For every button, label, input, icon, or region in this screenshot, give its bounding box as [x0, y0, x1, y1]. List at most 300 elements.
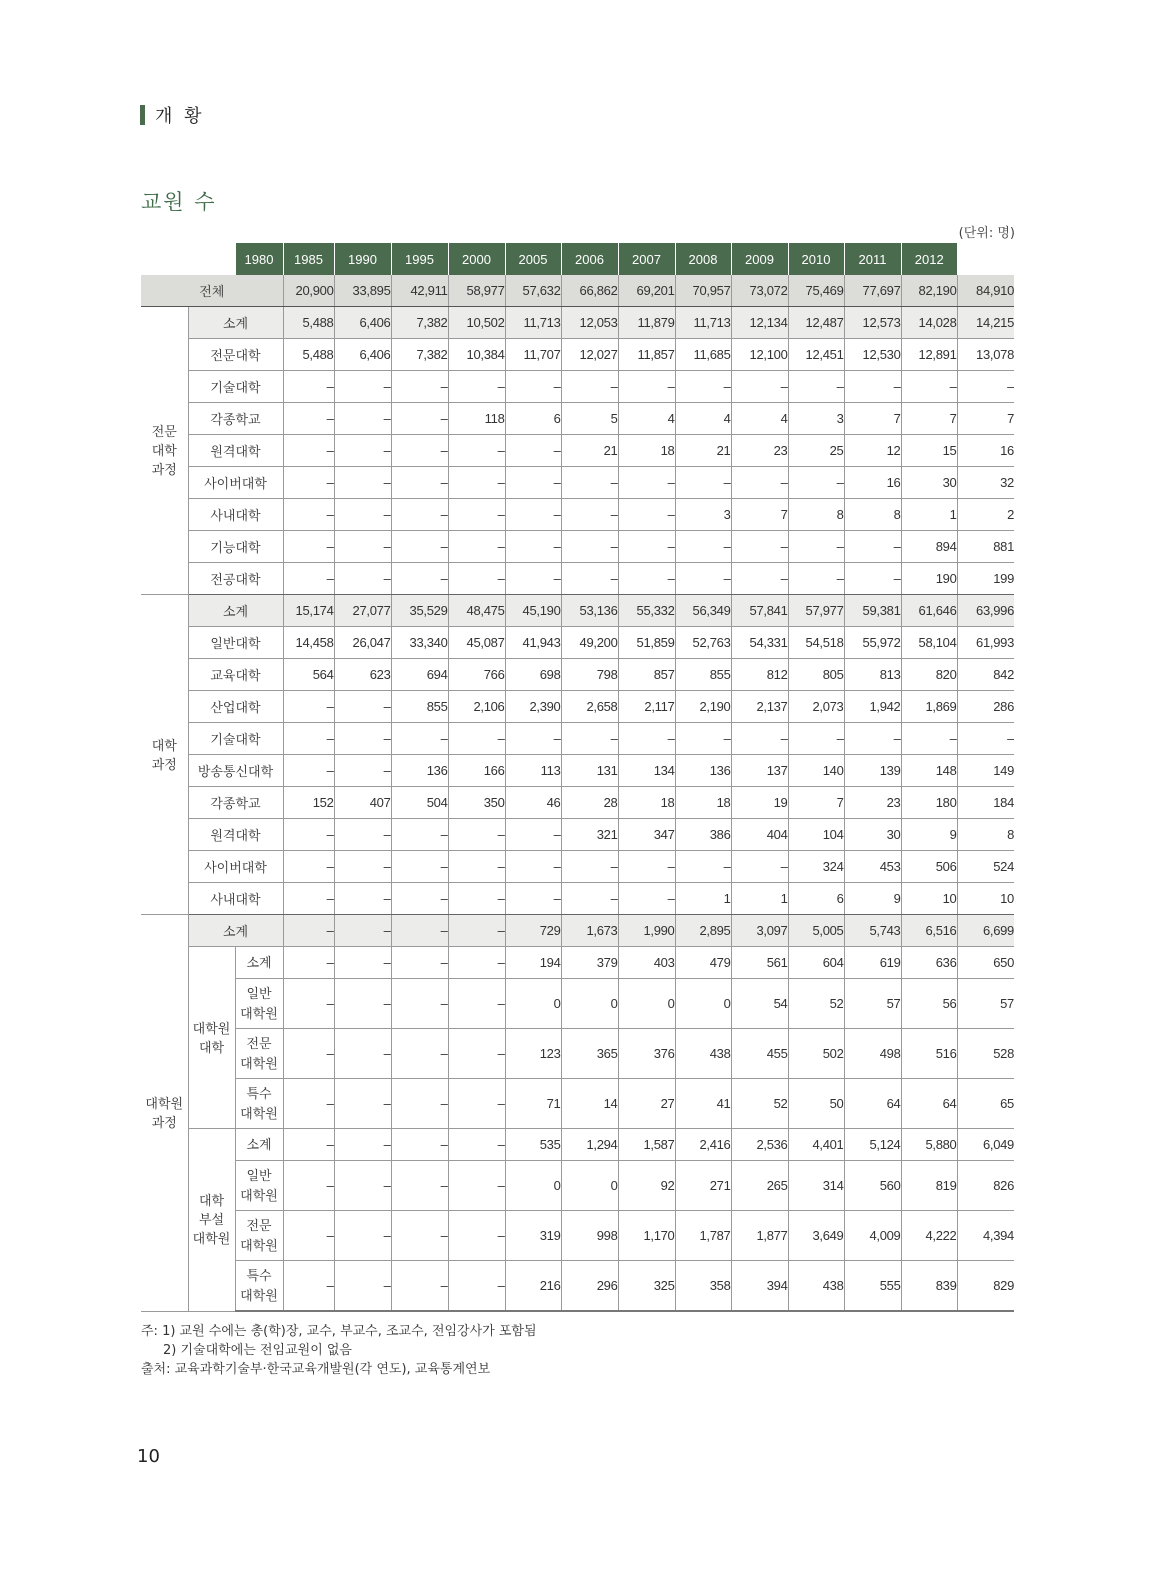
value-cell: – [334, 883, 391, 915]
value-cell: 8 [957, 819, 1014, 851]
value-cell: 8 [788, 499, 844, 531]
value-cell: 54 [731, 979, 788, 1029]
value-cell: 21 [675, 435, 731, 467]
value-cell: – [283, 531, 334, 563]
value-cell: 729 [505, 915, 561, 947]
value-cell: 11,713 [675, 307, 731, 339]
value-cell: 15 [901, 435, 957, 467]
value-cell: – [505, 371, 561, 403]
value-cell: – [391, 403, 448, 435]
value-cell: 1,673 [561, 915, 618, 947]
university-row [141, 627, 1014, 659]
value-cell: 265 [731, 1161, 788, 1211]
university-row [141, 883, 1014, 915]
value-cell: 455 [731, 1029, 788, 1079]
row-label: 소계 [235, 1129, 283, 1161]
value-cell: – [334, 1129, 391, 1161]
value-cell: 5,488 [283, 307, 334, 339]
value-cell: – [675, 371, 731, 403]
value-cell: – [283, 755, 334, 787]
attached-graduate-school-row [141, 1261, 1014, 1312]
value-cell: 70,957 [675, 275, 731, 307]
value-cell: – [334, 723, 391, 755]
value-cell: 325 [618, 1261, 675, 1312]
value-cell: 92 [618, 1161, 675, 1211]
value-cell: 2,895 [675, 915, 731, 947]
value-cell: – [618, 467, 675, 499]
faculty-count-table [141, 243, 1014, 1312]
value-cell: 9 [844, 883, 901, 915]
value-cell: 560 [844, 1161, 901, 1211]
value-cell: 324 [788, 851, 844, 883]
row-label: 전공대학 [188, 563, 283, 595]
university-row [141, 851, 1014, 883]
value-cell: 0 [561, 1161, 618, 1211]
value-cell: 7,382 [391, 307, 448, 339]
value-cell: 58,977 [448, 275, 505, 307]
value-cell: 358 [675, 1261, 731, 1312]
value-cell: – [283, 883, 334, 915]
value-cell: 347 [618, 819, 675, 851]
value-cell: 45,190 [505, 595, 561, 627]
value-cell: 2,073 [788, 691, 844, 723]
value-cell: 18 [618, 435, 675, 467]
value-cell: 3 [788, 403, 844, 435]
value-cell: 15,174 [283, 595, 334, 627]
value-cell: 12 [844, 435, 901, 467]
row-label: 기술대학 [188, 371, 283, 403]
value-cell: – [448, 467, 505, 499]
row-label: 전문 대학원 [235, 1211, 283, 1261]
value-cell: 286 [957, 691, 1014, 723]
junior-college-row [141, 339, 1014, 371]
value-cell: 5 [561, 403, 618, 435]
value-cell: 27 [618, 1079, 675, 1129]
university-row [141, 659, 1014, 691]
junior-college-row [141, 435, 1014, 467]
value-cell: 2,658 [561, 691, 618, 723]
value-cell: – [957, 371, 1014, 403]
value-cell: 12,027 [561, 339, 618, 371]
value-cell: 1,170 [618, 1211, 675, 1261]
value-cell: 32 [957, 467, 1014, 499]
value-cell: 123 [505, 1029, 561, 1079]
value-cell: 57,977 [788, 595, 844, 627]
value-cell: 6 [788, 883, 844, 915]
value-cell: – [334, 1029, 391, 1079]
value-cell: – [618, 563, 675, 595]
value-cell: 136 [391, 755, 448, 787]
value-cell: – [283, 1079, 334, 1129]
value-cell: – [957, 723, 1014, 755]
value-cell: 1,942 [844, 691, 901, 723]
value-cell: – [334, 563, 391, 595]
value-cell: 216 [505, 1261, 561, 1312]
value-cell: 561 [731, 947, 788, 979]
value-cell: – [675, 563, 731, 595]
value-cell: 2,137 [731, 691, 788, 723]
value-cell: – [448, 1211, 505, 1261]
value-cell: 199 [957, 563, 1014, 595]
year-header: 2007 [618, 243, 675, 275]
value-cell: 404 [731, 819, 788, 851]
value-cell: 84,910 [957, 275, 1014, 307]
total-row [141, 275, 1014, 307]
value-cell: 881 [957, 531, 1014, 563]
value-cell: – [283, 467, 334, 499]
value-cell: 386 [675, 819, 731, 851]
value-cell: – [675, 531, 731, 563]
value-cell: 6,406 [334, 307, 391, 339]
value-cell: – [448, 947, 505, 979]
value-cell: – [334, 1079, 391, 1129]
value-cell: 56,349 [675, 595, 731, 627]
value-cell: 1,877 [731, 1211, 788, 1261]
value-cell: 52,763 [675, 627, 731, 659]
value-cell: 6,516 [901, 915, 957, 947]
year-header: 2010 [788, 243, 844, 275]
value-cell: – [334, 915, 391, 947]
value-cell: 12,053 [561, 307, 618, 339]
value-cell: 45,087 [448, 627, 505, 659]
value-cell: 1 [731, 883, 788, 915]
value-cell: 148 [901, 755, 957, 787]
junior-college-row [141, 499, 1014, 531]
value-cell: – [505, 499, 561, 531]
value-cell: – [283, 1129, 334, 1161]
value-cell: 506 [901, 851, 957, 883]
value-cell: – [283, 1029, 334, 1079]
attached-graduate-school-group-label: 대학 부설 대학원 [188, 1129, 235, 1312]
value-cell: 18 [618, 787, 675, 819]
value-cell: – [618, 371, 675, 403]
value-cell: 64 [844, 1079, 901, 1129]
year-header: 2012 [901, 243, 957, 275]
row-label: 기술대학 [188, 723, 283, 755]
value-cell: 152 [283, 787, 334, 819]
value-cell: 1,990 [618, 915, 675, 947]
value-cell: 766 [448, 659, 505, 691]
value-cell: 10,384 [448, 339, 505, 371]
value-cell: – [505, 435, 561, 467]
row-label: 방송통신대학 [188, 755, 283, 787]
value-cell: 812 [731, 659, 788, 691]
year-header: 2011 [844, 243, 901, 275]
value-cell: 3 [675, 499, 731, 531]
value-cell: 394 [731, 1261, 788, 1312]
value-cell: 623 [334, 659, 391, 691]
value-cell: – [788, 371, 844, 403]
value-cell: 10 [957, 883, 1014, 915]
note-2: 2) 기술대학에는 전임교원이 없음 [163, 1343, 352, 1358]
value-cell: – [391, 819, 448, 851]
value-cell: 140 [788, 755, 844, 787]
value-cell: 819 [901, 1161, 957, 1211]
value-cell: 166 [448, 755, 505, 787]
value-cell: 0 [505, 979, 561, 1029]
value-cell: – [283, 371, 334, 403]
value-cell: 35,529 [391, 595, 448, 627]
notes [141, 1322, 537, 1379]
row-label: 교육대학 [188, 659, 283, 691]
value-cell: – [391, 1129, 448, 1161]
value-cell: 7 [844, 403, 901, 435]
value-cell: 528 [957, 1029, 1014, 1079]
value-cell: 52 [731, 1079, 788, 1129]
value-cell: – [391, 1161, 448, 1211]
value-cell: – [448, 499, 505, 531]
value-cell: – [505, 531, 561, 563]
value-cell: – [448, 1161, 505, 1211]
junior-college-row [141, 403, 1014, 435]
value-cell: – [844, 371, 901, 403]
value-cell: 1,869 [901, 691, 957, 723]
junior-college-row [141, 307, 1014, 339]
value-cell: – [448, 563, 505, 595]
value-cell: – [334, 403, 391, 435]
year-header: 1985 [283, 243, 334, 275]
value-cell: 2,390 [505, 691, 561, 723]
value-cell: – [731, 563, 788, 595]
value-cell: 5,005 [788, 915, 844, 947]
value-cell: 14,215 [957, 307, 1014, 339]
value-cell: 0 [505, 1161, 561, 1211]
value-cell: 698 [505, 659, 561, 691]
value-cell: 4 [675, 403, 731, 435]
value-cell: 77,697 [844, 275, 901, 307]
value-cell: 12,134 [731, 307, 788, 339]
value-cell: 6,049 [957, 1129, 1014, 1161]
value-cell: – [844, 563, 901, 595]
value-cell: – [391, 1261, 448, 1312]
value-cell: – [334, 851, 391, 883]
value-cell: 82,190 [901, 275, 957, 307]
value-cell: – [448, 851, 505, 883]
value-cell: – [334, 499, 391, 531]
value-cell: – [618, 851, 675, 883]
row-label: 소계 [188, 307, 283, 339]
attached-graduate-school-row [141, 1211, 1014, 1261]
section-header [140, 104, 205, 126]
row-label: 사내대학 [188, 883, 283, 915]
value-cell: 350 [448, 787, 505, 819]
value-cell: – [618, 883, 675, 915]
value-cell: – [283, 563, 334, 595]
value-cell: 56 [901, 979, 957, 1029]
value-cell: 11,713 [505, 307, 561, 339]
value-cell: – [391, 371, 448, 403]
value-cell: – [901, 371, 957, 403]
value-cell: – [334, 467, 391, 499]
value-cell: 12,891 [901, 339, 957, 371]
value-cell: 438 [788, 1261, 844, 1312]
value-cell: 407 [334, 787, 391, 819]
value-cell: 30 [844, 819, 901, 851]
value-cell: – [448, 435, 505, 467]
value-cell: – [283, 1161, 334, 1211]
value-cell: 134 [618, 755, 675, 787]
row-label: 산업대학 [188, 691, 283, 723]
value-cell: – [844, 723, 901, 755]
value-cell: – [731, 851, 788, 883]
university-group-label: 대학 과정 [141, 595, 188, 915]
value-cell: – [283, 819, 334, 851]
value-cell: 14 [561, 1079, 618, 1129]
value-cell: – [448, 1029, 505, 1079]
value-cell: – [448, 915, 505, 947]
value-cell: – [334, 755, 391, 787]
year-header: 1990 [334, 243, 391, 275]
value-cell: – [391, 915, 448, 947]
value-cell: – [283, 1261, 334, 1312]
year-header: 2000 [448, 243, 505, 275]
value-cell: – [561, 883, 618, 915]
value-cell: 30 [901, 467, 957, 499]
value-cell: – [788, 467, 844, 499]
junior-college-row [141, 467, 1014, 499]
value-cell: 118 [448, 403, 505, 435]
value-cell: – [283, 947, 334, 979]
value-cell: – [561, 563, 618, 595]
value-cell: – [334, 531, 391, 563]
source-note: 출처: 교육과학기술부·한국교육개발원(각 연도), 교육통계연보 [141, 1362, 491, 1377]
value-cell: – [901, 723, 957, 755]
university-row [141, 595, 1014, 627]
value-cell: 516 [901, 1029, 957, 1079]
value-cell: 805 [788, 659, 844, 691]
value-cell: – [391, 851, 448, 883]
value-cell: 10 [901, 883, 957, 915]
value-cell: – [448, 531, 505, 563]
value-cell: – [788, 723, 844, 755]
graduate-university-row [141, 1079, 1014, 1129]
value-cell: 63,996 [957, 595, 1014, 627]
value-cell: 7 [731, 499, 788, 531]
value-cell: 50 [788, 1079, 844, 1129]
row-label: 전체 [141, 275, 283, 307]
page-number: 10 [137, 1446, 160, 1467]
value-cell: 376 [618, 1029, 675, 1079]
value-cell: – [391, 435, 448, 467]
value-cell: 46 [505, 787, 561, 819]
value-cell: – [448, 1261, 505, 1312]
value-cell: 14,028 [901, 307, 957, 339]
value-cell: – [505, 563, 561, 595]
value-cell: – [334, 1261, 391, 1312]
value-cell: – [283, 1211, 334, 1261]
value-cell: 6,406 [334, 339, 391, 371]
value-cell: 59,381 [844, 595, 901, 627]
value-cell: 194 [505, 947, 561, 979]
value-cell: 8 [844, 499, 901, 531]
value-cell: 57,841 [731, 595, 788, 627]
year-header: 1995 [391, 243, 448, 275]
value-cell: 379 [561, 947, 618, 979]
value-cell: 55,972 [844, 627, 901, 659]
value-cell: 54,331 [731, 627, 788, 659]
value-cell: 1,787 [675, 1211, 731, 1261]
value-cell: 0 [561, 979, 618, 1029]
value-cell: 5,488 [283, 339, 334, 371]
value-cell: 184 [957, 787, 1014, 819]
year-header: 2005 [505, 243, 561, 275]
value-cell: 4 [731, 403, 788, 435]
value-cell: 54,518 [788, 627, 844, 659]
unit-label: (단위: 명) [958, 226, 1015, 241]
value-cell: 453 [844, 851, 901, 883]
value-cell: – [505, 883, 561, 915]
year-header: 2009 [731, 243, 788, 275]
row-label: 사이버대학 [188, 851, 283, 883]
value-cell: – [561, 467, 618, 499]
value-cell: 2,117 [618, 691, 675, 723]
value-cell: 12,530 [844, 339, 901, 371]
value-cell: 10,502 [448, 307, 505, 339]
value-cell: – [844, 531, 901, 563]
row-label: 각종학교 [188, 787, 283, 819]
value-cell: 64 [901, 1079, 957, 1129]
value-cell: 139 [844, 755, 901, 787]
value-cell: 69,201 [618, 275, 675, 307]
value-cell: 11,685 [675, 339, 731, 371]
value-cell: – [448, 371, 505, 403]
row-label: 소계 [188, 595, 283, 627]
value-cell: – [391, 499, 448, 531]
value-cell: 2,190 [675, 691, 731, 723]
value-cell: 61,646 [901, 595, 957, 627]
value-cell: 9 [901, 819, 957, 851]
note-1: 주: 1) 교원 수에는 총(학)장, 교수, 부교수, 조교수, 전임강사가 포함됨 [141, 1324, 537, 1339]
value-cell: 66,862 [561, 275, 618, 307]
value-cell: 12,573 [844, 307, 901, 339]
value-cell: – [391, 1211, 448, 1261]
value-cell: 25 [788, 435, 844, 467]
value-cell: 7 [957, 403, 1014, 435]
value-cell: 73,072 [731, 275, 788, 307]
value-cell: 58,104 [901, 627, 957, 659]
value-cell: 4,222 [901, 1211, 957, 1261]
value-cell: 855 [675, 659, 731, 691]
value-cell: 13,078 [957, 339, 1014, 371]
row-label: 일반 대학원 [235, 979, 283, 1029]
attached-graduate-school-row [141, 1161, 1014, 1211]
value-cell: 650 [957, 947, 1014, 979]
value-cell: 365 [561, 1029, 618, 1079]
graduate-university-row [141, 947, 1014, 979]
value-cell: 2,416 [675, 1129, 731, 1161]
value-cell: – [618, 499, 675, 531]
value-cell: 27,077 [334, 595, 391, 627]
value-cell: 271 [675, 1161, 731, 1211]
value-cell: 4,009 [844, 1211, 901, 1261]
value-cell: 33,340 [391, 627, 448, 659]
value-cell: 41 [675, 1079, 731, 1129]
value-cell: – [391, 979, 448, 1029]
value-cell: – [283, 915, 334, 947]
value-cell: 23 [844, 787, 901, 819]
value-cell: 564 [283, 659, 334, 691]
value-cell: – [334, 1161, 391, 1211]
junior-college-row [141, 563, 1014, 595]
value-cell: 65 [957, 1079, 1014, 1129]
value-cell: 820 [901, 659, 957, 691]
year-header: 2006 [561, 243, 618, 275]
value-cell: 57 [844, 979, 901, 1029]
row-label: 특수 대학원 [235, 1079, 283, 1129]
value-cell: 0 [618, 979, 675, 1029]
value-cell: – [391, 467, 448, 499]
value-cell: 314 [788, 1161, 844, 1211]
